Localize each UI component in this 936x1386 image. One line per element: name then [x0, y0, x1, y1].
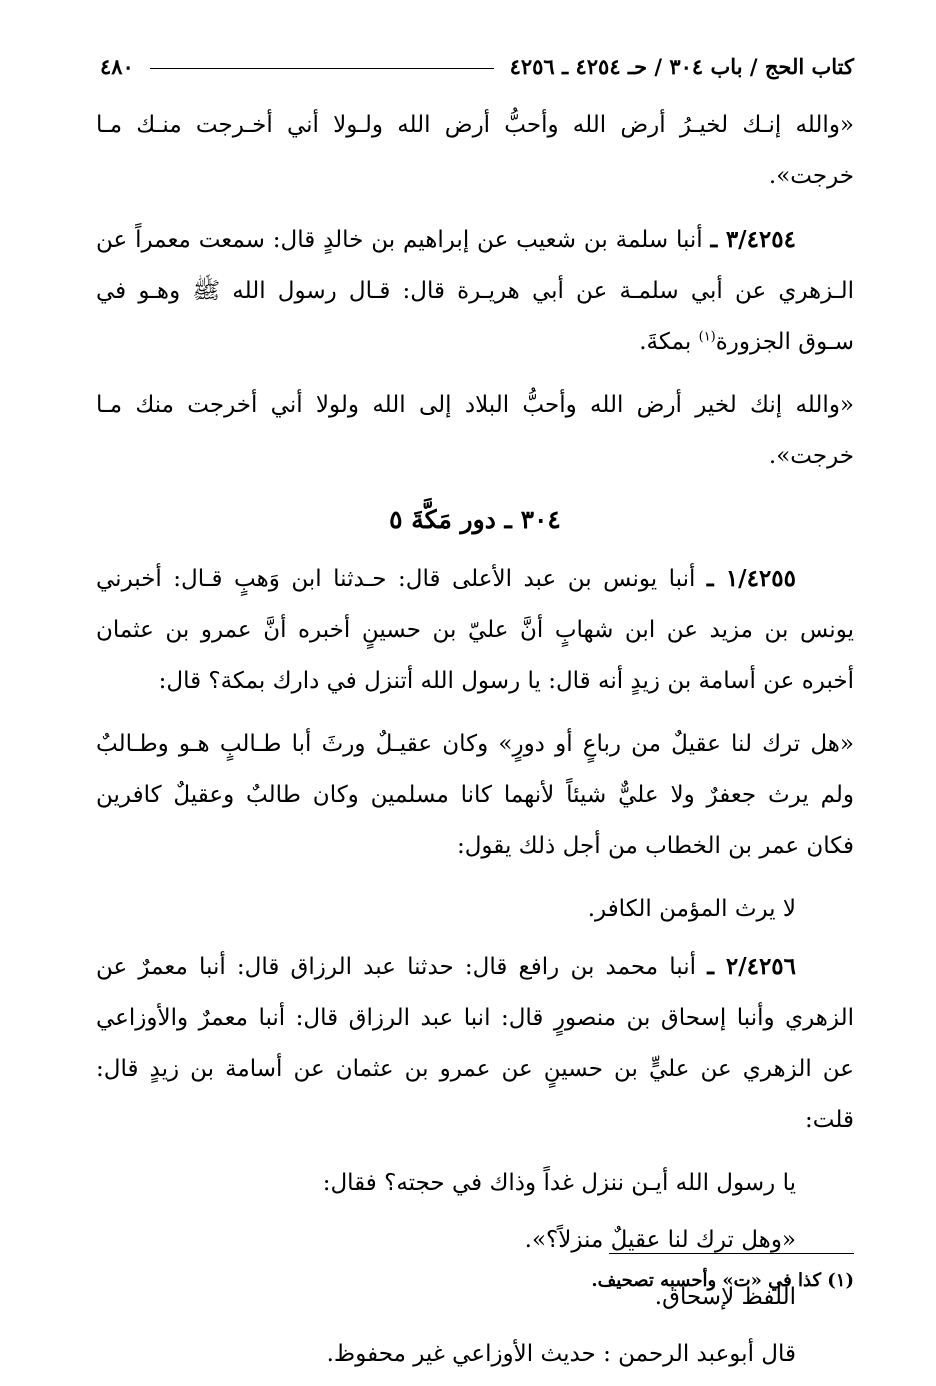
page-header	[100, 44, 854, 88]
footnote-marker: (١)	[698, 329, 716, 345]
running-title: كتاب الحج / باب ٣٠٤ / حـ ٤٢٥٤ ـ ٤٢٥٦	[509, 53, 854, 79]
chapter-heading: ٣٠٤ ـ دور مَكَّةَ ٥	[389, 505, 561, 534]
hadith-number: ٣/٤٢٥٤ ـ	[710, 226, 796, 253]
hadith-4255	[96, 553, 854, 707]
wording-note: اللفظ لإسحاق.	[654, 1284, 796, 1310]
header-rule	[150, 68, 494, 69]
page-number: ٤٨٠	[100, 53, 134, 79]
hadith-text-1: «والله إنـك لخيـرُ أرض الله وأحبُّ أرض الله ولـولا أني أخـرجت منـك مـا خرجت».	[96, 112, 854, 189]
hadith-question: يا رسول الله أيـن ننزل غداً وذاك في حجته؟ فقال:	[322, 1170, 796, 1196]
hadith-4254	[96, 214, 854, 368]
hadith-4256	[96, 941, 854, 1146]
hadith-isnad: أنبا يونس بن عبد الأعلى قال: حـدثنا ابن وَهبٍ قـال: أخبرني يونس بن مزيد عن ابن شهابٍ أنَّ عليّ بن حسينٍ أخبره أنَّ عمرو بن عثمان أخبره عن أسامة بن زيدٍ أنه قال: يا رسول الله أتنزل في دارك بمكة؟ قال:	[96, 566, 854, 694]
author-comment: قال أبوعبد الرحمن : حديث الأوزاعي غير محفوظ.	[326, 1341, 796, 1367]
hadith-number: ٢/٤٢٥٦ ـ	[707, 953, 797, 980]
hadith-answer: «وهل ترك لنا عقيلٌ منزلاً؟».	[524, 1227, 796, 1253]
hadith-number: ١/٤٢٥٥ ـ	[706, 565, 796, 592]
hadith-isnad: أنبا سلمة بن شعيب عن إبراهيم بن خالدٍ قال: سمعت معمراً عن الـزهري عن أبي سلمـة عن أبي هريـرة قال: قـال رسول الله ﷺ وهـو في سـوق الجزورة	[96, 227, 854, 355]
hadith-isnad-tail: بمكةَ.	[639, 329, 692, 355]
footnote-rule	[609, 1253, 854, 1254]
page-body	[96, 100, 854, 1386]
hadith-isnad: أنبا محمد بن رافع قال: حدثنا عبد الرزاق قال: أنبا معمرٌ عن الزهري وأنبا إسحاق بن منصورٍ قال: انبا عبد الرزاق قال: أنبا معمرٌ والأوزاعي عن الزهري عن عليٍّ بن حسينٍ عن عمرو بن عثمان عن أسامة بن زيدٍ قال: قلت:	[96, 954, 854, 1133]
hadith-text-3: «هل ترك لنا عقيلٌ من رباعٍ أو دورٍ» وكان عقيـلٌ ورثَ أبا طـالبٍ هـو وطـالبٌ ولم يرث جعفرٌ ولا عليٌّ شيئاً لأنهما كانا مسلمين وكان طالبٌ وعقيلٌ كافرين فكان عمر بن الخطاب من أجل ذلك يقول:	[96, 731, 854, 859]
hadith-text-2: «والله إنك لخير أرض الله وأحبُّ البلاد إلى الله ولولا أني أخرجت منك مـا خرجت».	[96, 392, 854, 469]
hadith-text-4: لا يرث المؤمن الكافر.	[587, 896, 796, 922]
footnote: (١) كذا في «ت» وأحسبه تصحيف.	[591, 1270, 854, 1291]
